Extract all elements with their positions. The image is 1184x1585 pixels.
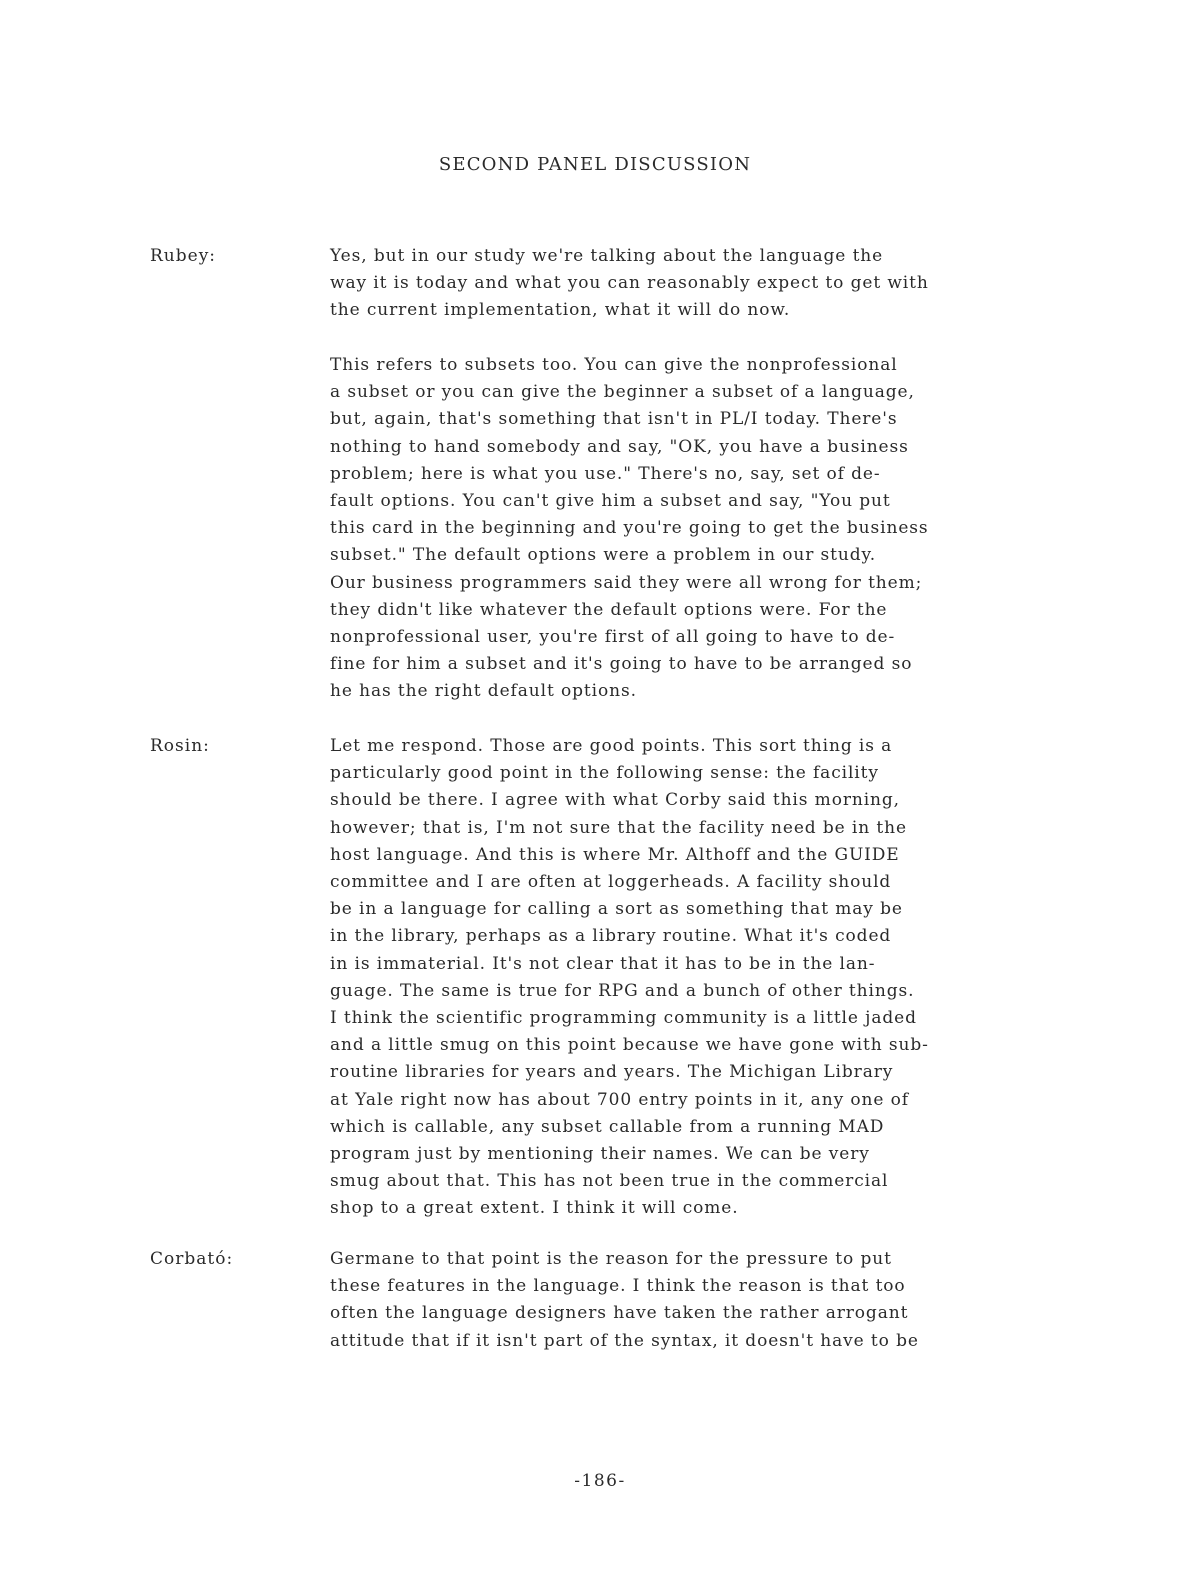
text-line: and a little smug on this point because we have gone with sub- [330, 1035, 929, 1056]
text-line: shop to a great extent. I think it will come. [330, 1198, 739, 1219]
speaker-label: Rubey: [150, 246, 217, 266]
text-line: committee and I are often at loggerheads. A facility should [330, 872, 892, 893]
text-line: Let me respond. Those are good points. This sort thing is a [330, 736, 893, 756]
text-line: be in a language for calling a sort as something that may be [330, 899, 903, 920]
text-line: fine for him a subset and it's going to have to be arranged so [330, 654, 913, 675]
speech-paragraph [330, 243, 929, 325]
speech-paragraph [330, 352, 929, 706]
speaker-label: Corbató: [150, 1249, 234, 1269]
text-line: problem; here is what you use." There's no, say, set of de- [330, 463, 881, 484]
text-line: way it is today and what you can reasonably expect to get with [330, 273, 929, 294]
text-line: at Yale right now has about 700 entry points in it, any one of [330, 1089, 909, 1110]
text-line: fault options. You can't give him a subset and say, "You put [330, 491, 891, 512]
speech-paragraph [330, 1246, 919, 1355]
text-line: routine libraries for years and years. The Michigan Library [330, 1062, 894, 1083]
page-title: SECOND PANEL DISCUSSION [438, 154, 752, 175]
text-line: Yes, but in our study we're talking about the language the [330, 246, 884, 266]
text-line: in is immaterial. It's not clear that it has to be in the lan- [330, 953, 876, 974]
text-line: smug about that. This has not been true in the commercial [330, 1171, 889, 1192]
page-number: -186- [574, 1471, 626, 1491]
text-line: program just by mentioning their names. We can be very [330, 1144, 870, 1165]
text-line: often the language designers have taken the rather arrogant [330, 1303, 909, 1324]
text-line: these features in the language. I think the reason is that too [330, 1276, 906, 1297]
text-line: Germane to that point is the reason for the pressure to put [330, 1249, 892, 1269]
text-line: I think the scientific programming community is a little jaded [330, 1008, 917, 1029]
text-line: Our business programmers said they were all wrong for them; [330, 572, 923, 593]
text-line: nothing to hand somebody and say, "OK, you have a business [330, 436, 909, 457]
text-line: they didn't like whatever the default options were. For the [330, 599, 888, 620]
text-line: nonprofessional user, you're first of all going to have to de- [330, 627, 896, 648]
text-line: guage. The same is true for RPG and a bunch of other things. [330, 980, 915, 1001]
text-line: the current implementation, what it will do now. [330, 300, 791, 321]
text-line: but, again, that's something that isn't in PL/I today. There's [330, 409, 898, 430]
text-line: a subset or you can give the beginner a subset of a language, [330, 382, 915, 403]
text-line: he has the right default options. [330, 681, 637, 702]
text-line: in the library, perhaps as a library routine. What it's coded [330, 926, 892, 947]
text-line: attitude that if it isn't part of the syntax, it doesn't have to be [330, 1330, 919, 1351]
text-line: host language. And this is where Mr. Althoff and the GUIDE [330, 844, 900, 865]
text-line: particularly good point in the following sense: the facility [330, 763, 879, 784]
text-line: should be there. I agree with what Corby said this morning, [330, 790, 900, 811]
text-line: however; that is, I'm not sure that the facility need be in the [330, 817, 907, 838]
text-line: which is callable, any subset callable from a running MAD [330, 1116, 885, 1137]
text-line: This refers to subsets too. You can give the nonprofessional [330, 355, 898, 375]
speaker-label: Rosin: [150, 736, 210, 756]
speech-paragraph [330, 733, 929, 1223]
text-line: this card in the beginning and you're going to get the business [330, 518, 929, 539]
text-line: subset." The default options were a problem in our study. [330, 545, 877, 566]
